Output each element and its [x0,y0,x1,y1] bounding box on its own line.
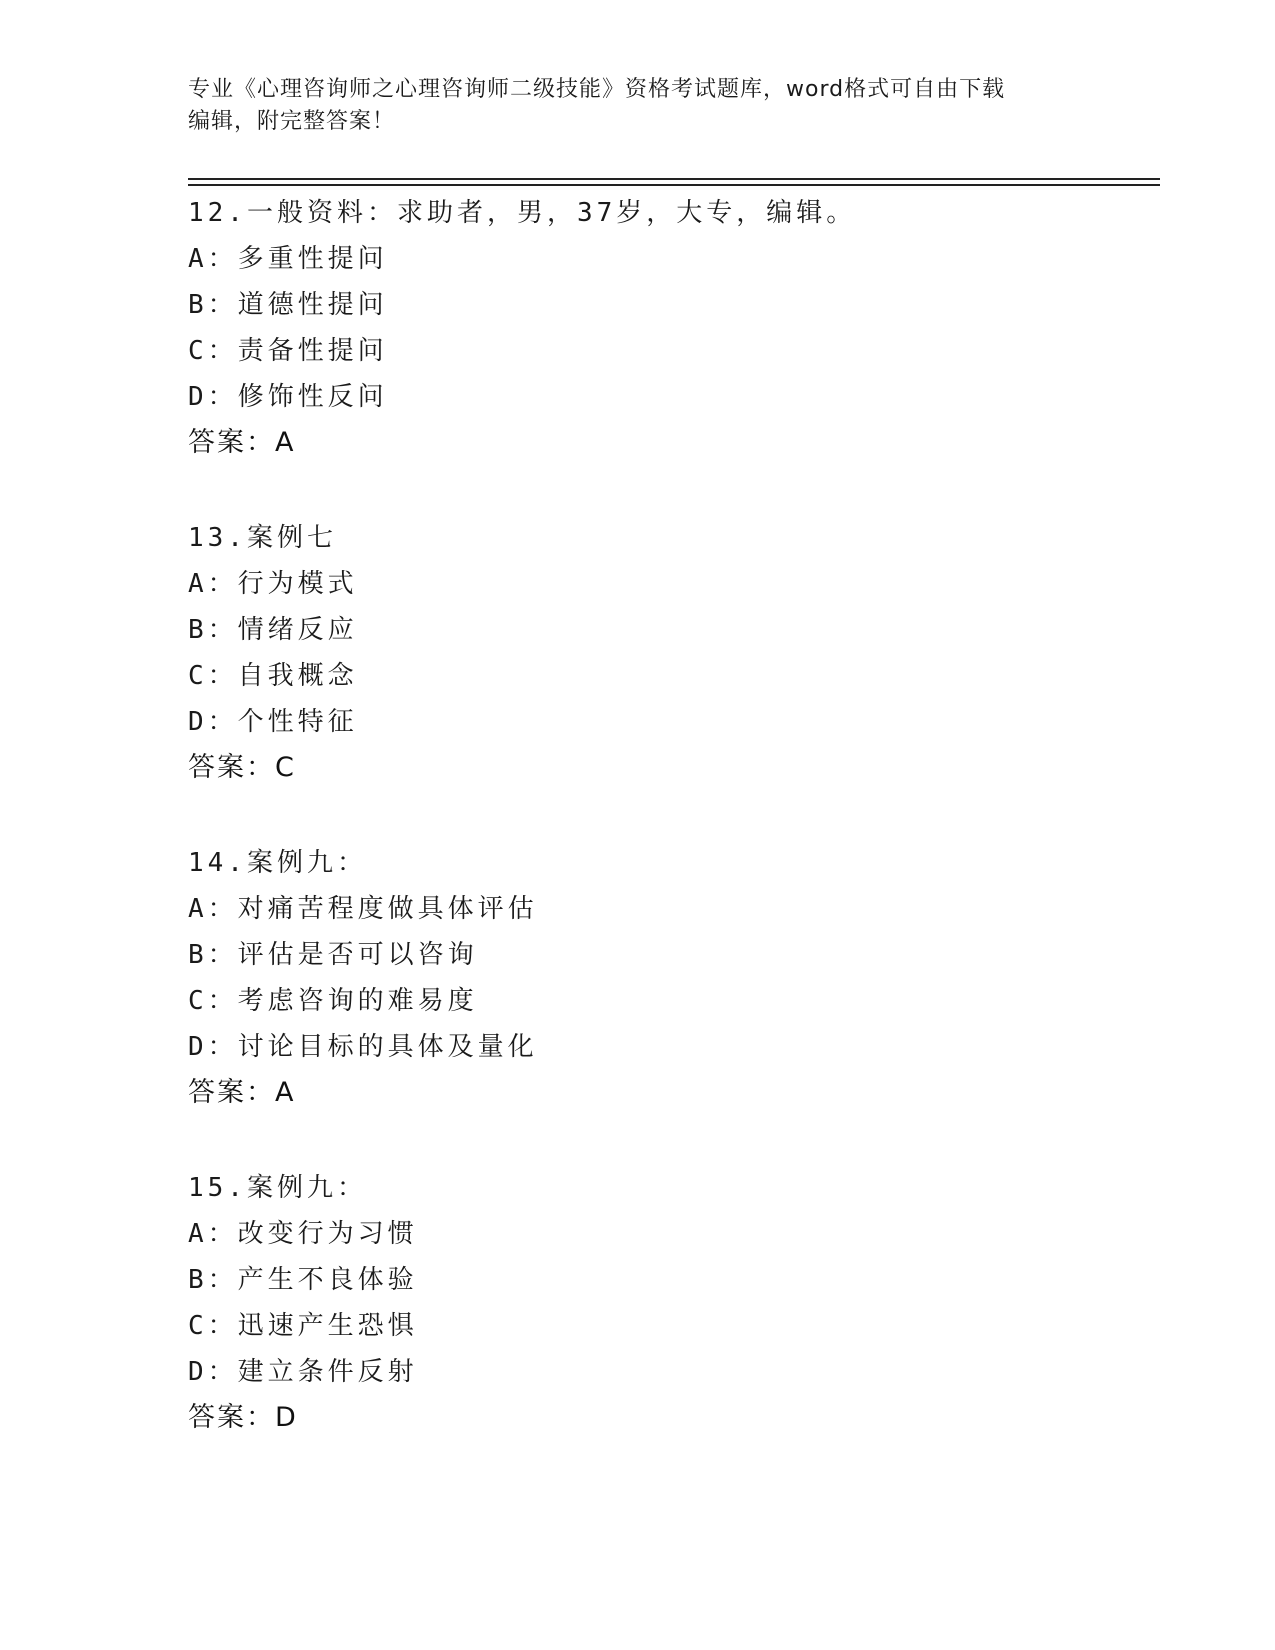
answer-line: 答案：A [188,1077,296,1108]
question-13 [188,515,1148,791]
option-a: A：对痛苦程度做具体评估 [188,894,538,924]
option-d: D：讨论目标的具体及量化 [188,1032,538,1062]
question-stem: 13.案例七 [188,523,337,553]
option-a: A：改变行为习惯 [188,1219,418,1249]
question-stem: 14.案例九： [188,848,367,878]
answer-line: 答案：D [188,1402,298,1433]
option-c: C：责备性提问 [188,336,388,366]
document-header [188,74,1068,138]
option-c: C：迅速产生恐惧 [188,1311,418,1341]
option-b: B：产生不良体验 [188,1265,418,1295]
header-divider-bottom [188,184,1160,186]
option-a: A：多重性提问 [188,244,388,274]
header-divider-top [188,178,1160,180]
answer-line: 答案：C [188,752,296,783]
answer-line: 答案：A [188,427,296,458]
option-d: D：建立条件反射 [188,1357,418,1387]
header-line-1: 专业《心理咨询师之心理咨询师二级技能》资格考试题库，word格式可自由下载 [188,77,1006,102]
question-stem: 12.一般资料：求助者，男，37岁，大专，编辑。 [188,198,857,228]
header-line-2: 编辑，附完整答案！ [188,109,396,134]
question-15 [188,1165,1148,1441]
question-list [188,190,1148,1490]
question-stem: 15.案例九： [188,1173,367,1203]
option-d: D：个性特征 [188,707,358,737]
option-b: B：情绪反应 [188,615,358,645]
option-a: A：行为模式 [188,569,358,599]
option-c: C：自我概念 [188,661,358,691]
option-d: D：修饰性反问 [188,382,388,412]
question-14 [188,840,1148,1116]
option-c: C：考虑咨询的难易度 [188,986,478,1016]
option-b: B：道德性提问 [188,290,388,320]
option-b: B：评估是否可以咨询 [188,940,478,970]
question-12 [188,190,1148,466]
